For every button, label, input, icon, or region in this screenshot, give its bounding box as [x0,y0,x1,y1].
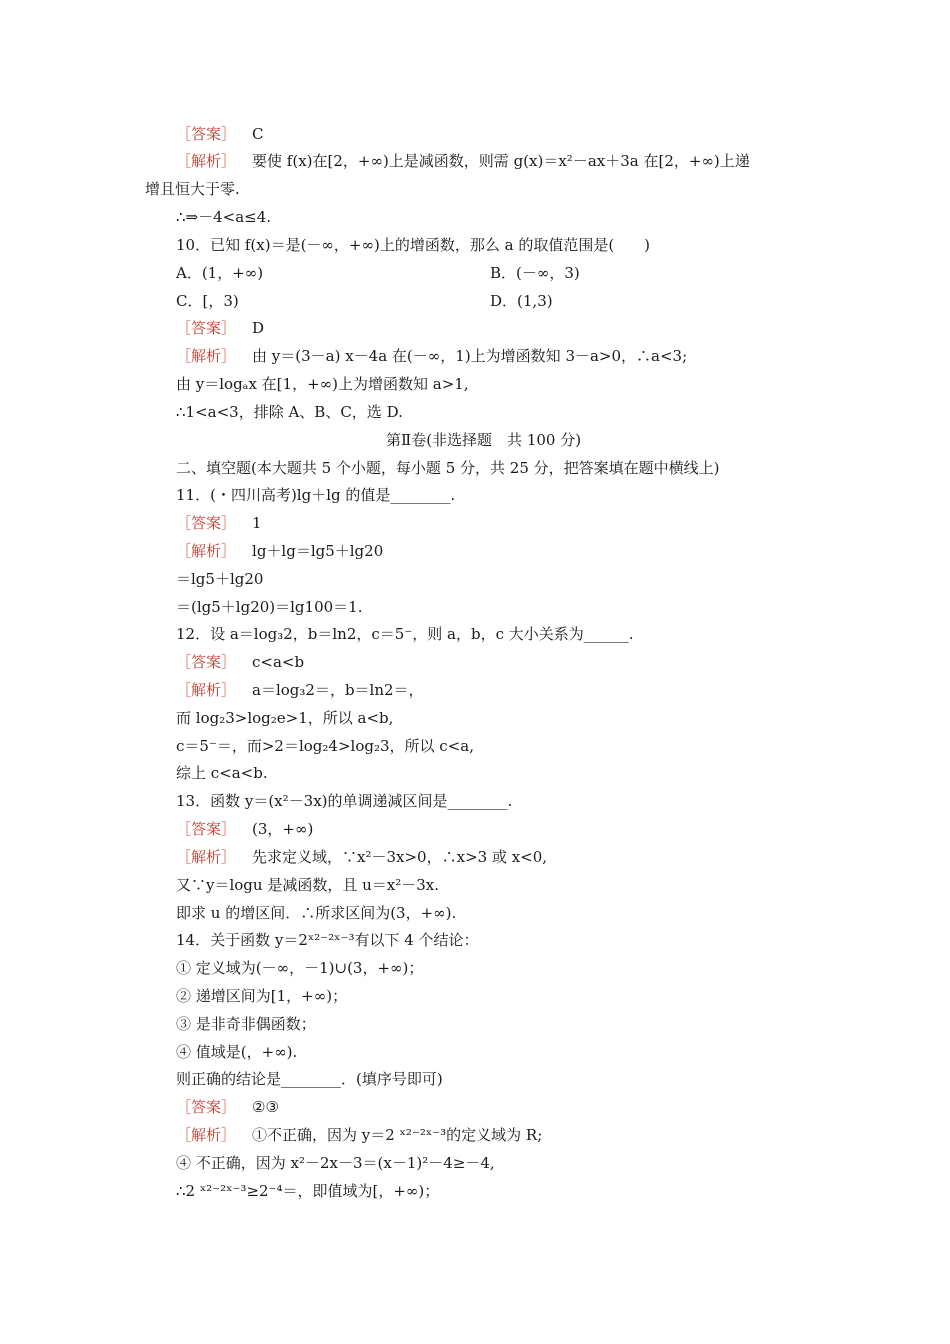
analysis-tag: ［解析］ [176,152,237,170]
analysis-tag: ［解析］ [176,848,237,866]
answer-tag: ［答案］ [176,1098,237,1116]
answer-line [176,1097,279,1117]
text-line: ∴⇒－4<a≤4. [176,208,272,226]
answer-tag: ［答案］ [176,514,237,532]
answer-tag: ［答案］ [176,653,237,671]
question-12: 12．设 a＝log₃2，b＝ln2，c＝5⁻，则 a，b，c 大小关系为______. [176,625,634,643]
conclusion-item: ③ 是非奇非偶函数； [176,1015,316,1033]
text-line: 而 log₂3>log₂e>1，所以 a<b, [176,709,394,727]
conclusion-item: ② 递增区间为[1，+∞)； [176,987,348,1005]
answer-text: ②③ [252,1098,279,1116]
text-line: ④ 不正确，因为 x²－2x－3＝(x－1)²－4≥－4, [176,1154,495,1172]
answer-text: (3，+∞) [252,820,314,838]
section-title: 第Ⅱ卷(非选择题 共 100 分) [386,431,582,449]
text-line: c＝5⁻＝，而>2＝log₂4>log₂3，所以 c<a, [176,737,474,755]
analysis-tag: ［解析］ [176,1126,237,1144]
option-b: B．(－∞，3) [490,264,580,282]
text-line: ∴2 ˣ²⁻²ˣ⁻³≥2⁻⁴＝，即值域为[，+∞)； [176,1182,440,1200]
analysis-text: 由 y＝(3－a) x－4a 在(－∞，1)上为增函数知 3－a>0，∴a<3; [252,347,688,365]
answer-line [176,318,264,338]
analysis-text: 要使 f(x)在[2，+∞)上是减函数，则需 g(x)＝x²－ax＋3a 在[2，+∞)上递 [252,152,750,170]
option-c: C．[，3) [176,292,239,310]
option-a: A．(1，+∞) [176,264,264,282]
analysis-line [176,680,424,700]
answer-line [176,652,304,672]
text-line: 增且恒大于零. [145,180,240,198]
analysis-line [176,151,750,171]
answer-text: c<a<b [252,653,305,671]
text-line: ＝lg5＋lg20 [176,570,264,588]
text-line: 又∵y＝logu 是减函数，且 u＝x²－3x. [176,876,440,894]
option-d: D．(1,3) [490,292,553,310]
answer-line [176,124,264,144]
conclusion-item: ④ 值域是(，+∞). [176,1043,298,1061]
answer-line [176,513,262,533]
analysis-line [176,1125,542,1145]
analysis-tag: ［解析］ [176,542,237,560]
text-line: 即求 u 的增区间．∴所求区间为(3，+∞). [176,904,457,922]
analysis-text: a＝log₃2＝，b＝ln2＝， [252,681,424,699]
answer-text: D [252,319,265,337]
text-line: 则正确的结论是________．(填序号即可) [176,1070,443,1088]
text-line: 综上 c<a<b. [176,764,268,782]
question-11: 11．(・四川高考)lg＋lg 的值是________. [176,486,456,504]
analysis-text: ①不正确，因为 y＝2 ˣ²⁻²ˣ⁻³的定义域为 R; [252,1126,543,1144]
answer-text: C [252,125,264,143]
answer-text: 1 [252,514,262,532]
analysis-tag: ［解析］ [176,681,237,699]
analysis-line [176,346,687,366]
question-14: 14．关于函数 y＝2ˣ²⁻²ˣ⁻³有以下 4 个结论： [176,931,479,949]
section-heading: 二、填空题(本大题共 5 个小题，每小题 5 分，共 25 分，把答案填在题中横线上) [176,459,720,477]
answer-tag: ［答案］ [176,319,237,337]
question-13: 13．函数 y＝(x²－3x)的单调递减区间是________. [176,792,513,810]
conclusion-item: ① 定义域为(－∞，－1)∪(3，+∞)； [176,959,424,977]
answer-line [176,819,313,839]
answer-tag: ［答案］ [176,125,237,143]
analysis-line [176,541,383,561]
text-line: 由 y＝logₐx 在[1，+∞)上为增函数知 a>1, [176,375,469,393]
question-10: 10．已知 f(x)＝是(－∞，+∞)上的增函数，那么 a 的取值范围是( ) [176,236,651,254]
analysis-text: 先求定义域，∵x²－3x>0，∴x>3 或 x<0, [252,848,548,866]
answer-tag: ［答案］ [176,820,237,838]
text-line: ∴1<a<3，排除 A、B、C，选 D. [176,403,403,421]
text-line: ＝(lg5＋lg20)＝lg100＝1. [176,598,363,616]
analysis-line [176,847,547,867]
analysis-tag: ［解析］ [176,347,237,365]
analysis-text: lg＋lg＝lg5＋lg20 [252,542,384,560]
